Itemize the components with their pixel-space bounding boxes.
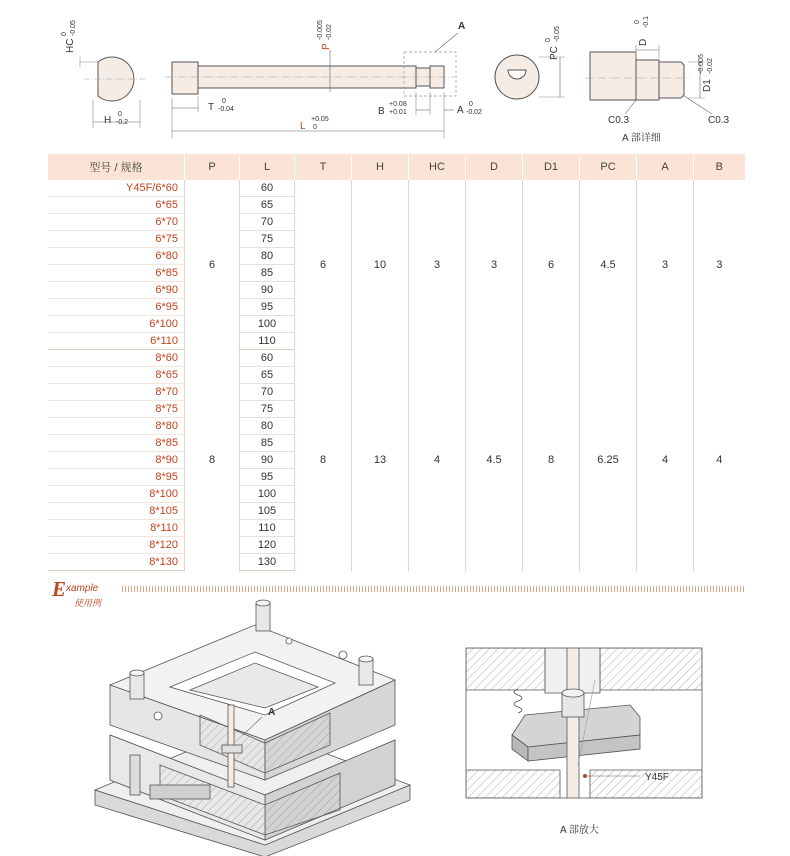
d-tol-bottom: -0.1 [643,15,650,28]
length-cell: 75 [240,231,295,248]
header-b: B [694,154,745,180]
length-cell: 60 [240,180,295,197]
p-label: P [321,43,332,50]
table-row [48,180,745,197]
model-cell: 8*105 [48,503,185,520]
length-cell: 110 [240,520,295,537]
header-d: D [466,154,523,180]
p-cell: 8 [185,350,240,571]
model-cell: 8*75 [48,401,185,418]
length-cell: 60 [240,350,295,367]
a-callout-label: A [458,21,466,32]
header-h: H [352,154,409,180]
length-cell: 105 [240,503,295,520]
dotted-divider [122,586,746,592]
b-tol-top: +0.08 [389,101,407,108]
length-cell: 65 [240,367,295,384]
p-tol-top: -0.005 [317,20,324,40]
pc-label: PC [549,46,560,60]
header-l: L [240,154,295,180]
pin-side-view [165,20,482,138]
b-cell: 3 [694,180,745,350]
model-cell: 8*65 [48,367,185,384]
detail-zoom-illustration [466,648,702,836]
t-cell: 8 [295,350,352,571]
length-cell: 80 [240,248,295,265]
example-initial: E [52,577,67,601]
part-label: Y45F [645,772,669,783]
length-cell: 95 [240,299,295,316]
length-cell: 110 [240,333,295,350]
d-tol-top: 0 [634,20,641,24]
length-cell: 70 [240,384,295,401]
t-label: T [208,102,215,113]
pc-tol-bottom: -0.05 [554,26,561,42]
model-cell: 6*70 [48,214,185,231]
usage-illustrations [0,595,790,856]
model-cell: 6*100 [48,316,185,333]
model-cell: 8*110 [48,520,185,537]
model-cell: 8*100 [48,486,185,503]
pc-cell: 6.25 [580,350,637,571]
a-tol-top: 0 [469,101,473,108]
d1-cell: 6 [523,180,580,350]
length-cell: 65 [240,197,295,214]
d-label: D [638,38,649,46]
header-d1: D1 [523,154,580,180]
detail-a-view [585,16,730,144]
model-cell: 6*110 [48,333,185,350]
table-header-row [48,154,745,180]
model-cell: 8*95 [48,469,185,486]
model-cell: 6*90 [48,282,185,299]
a-label: A [457,105,464,116]
model-cell: 6*95 [48,299,185,316]
a-cell: 3 [637,180,694,350]
table-body [48,180,745,571]
example-cn: 使用例 [74,598,102,608]
length-cell: 100 [240,486,295,503]
hc-cell: 3 [409,180,466,350]
mold-callout-label: A [268,707,276,718]
technical-drawings [0,0,790,150]
t-tol-top: 0 [222,98,226,105]
model-cell: 6*65 [48,197,185,214]
header-hc: HC [409,154,466,180]
d-cell: 4.5 [466,350,523,571]
h-tol-bottom: -0.2 [116,119,129,126]
length-cell: 90 [240,282,295,299]
d1-cell: 8 [523,350,580,571]
a-cell: 4 [637,350,694,571]
length-cell: 130 [240,554,295,571]
d1-tol-top: -0.005 [698,54,705,74]
model-cell: 8*90 [48,452,185,469]
chamfer-left-label: C0.3 [608,115,630,126]
length-cell: 80 [240,418,295,435]
p-tol-bottom: -0.02 [326,24,333,40]
length-cell: 70 [240,214,295,231]
a-tol-bottom: -0.02 [466,109,482,116]
d1-label: D1 [702,79,713,92]
t-cell: 6 [295,180,352,350]
length-cell: 95 [240,469,295,486]
model-cell: 8*80 [48,418,185,435]
model-cell: Y45F/6*60 [48,180,185,197]
hc-label: HC [65,38,76,53]
table-row [48,350,745,367]
l-label: L [300,121,306,132]
model-cell: 8*85 [48,435,185,452]
b-label: B [378,106,385,117]
end-view-d [495,26,565,99]
length-cell: 85 [240,435,295,452]
header-a: A [637,154,694,180]
t-tol-bottom: -0.04 [218,106,234,113]
pc-cell: 4.5 [580,180,637,350]
header-pc: PC [580,154,637,180]
hc-tol-top: 0 [61,32,68,36]
h-cell: 13 [352,350,409,571]
h-label: H [104,115,112,126]
model-cell: 8*130 [48,554,185,571]
h-tol-top: 0 [118,111,122,118]
model-cell: 6*85 [48,265,185,282]
zoom-caption: A 部放大 [560,825,599,836]
p-cell: 6 [185,180,240,350]
model-cell: 8*60 [48,350,185,367]
model-cell: 8*70 [48,384,185,401]
d1-tol-bottom: -0.02 [707,58,714,74]
h-cell: 10 [352,180,409,350]
end-view-flat [61,20,145,128]
l-tol-top: +0.05 [311,116,329,123]
example-word: xample [66,583,99,594]
detail-a-caption: A 部详细 [622,133,661,144]
b-cell: 4 [694,350,745,571]
model-cell: 6*80 [48,248,185,265]
model-cell: 6*75 [48,231,185,248]
header-p: P [185,154,240,180]
length-cell: 120 [240,537,295,554]
header-model: 型号 / 规格 [48,154,185,180]
hc-cell: 4 [409,350,466,571]
b-tol-bottom: +0.01 [389,109,407,116]
length-cell: 100 [240,316,295,333]
length-cell: 90 [240,452,295,469]
chamfer-right-label: C0.3 [708,115,730,126]
l-tol-bottom: 0 [313,124,317,131]
pc-tol-top: 0 [545,38,552,42]
mold-assembly-illustration [95,600,410,856]
spec-table [47,154,745,571]
length-cell: 75 [240,401,295,418]
d-cell: 3 [466,180,523,350]
hc-tol-bottom: -0.05 [70,20,77,36]
header-t: T [295,154,352,180]
length-cell: 85 [240,265,295,282]
model-cell: 8*120 [48,537,185,554]
